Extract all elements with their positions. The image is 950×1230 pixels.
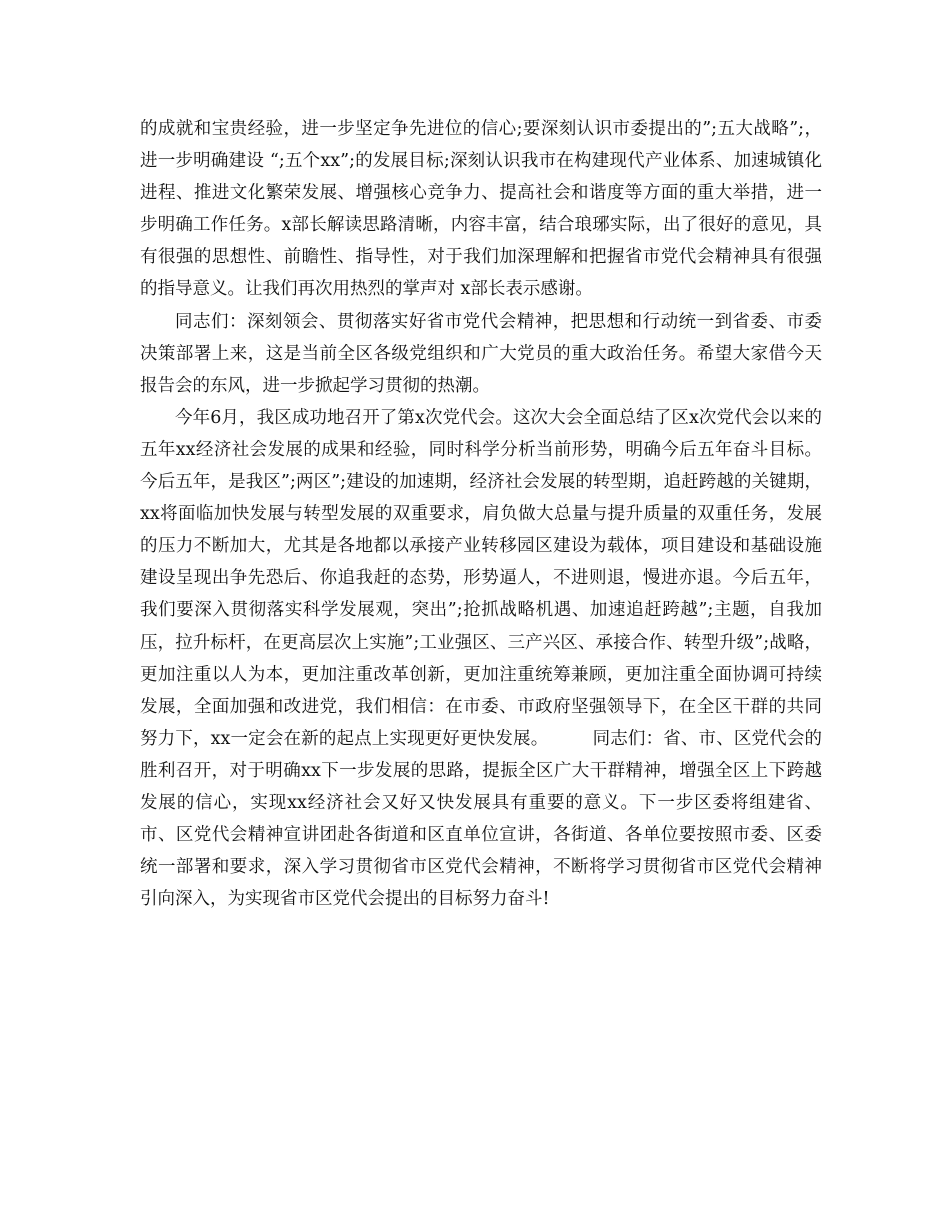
paragraph-comrades: 同志们：深刻领会、贯彻落实好省市党代会精神，把思想和行动统一到省委、市委决策部署上来，这是当前全区各级党组织和广大党员的重大政治任务。希望大家借今天报告会的东风，进一步掀起学习贯彻的热潮。 [140, 311, 822, 396]
document-body [140, 113, 822, 915]
paragraph-continued: 的成就和宝贵经验，进一步坚定争先进位的信心;要深刻认识市委提出的”;五大战略”;，进一步明确建设 “;五个xx”;的发展目标;深刻认识我市在构建现代产业体系、加速城镇化进程、推进文化繁荣发展、增强核心竞争力、提高社会和谐度等方面的重大举措，进一步明确工作任务。x部长解读思路清晰，内容丰富，结合琅琊实际，出了很好的意见，具有很强的思想性、前瞻性、指导性，对于我们加深理解和把握省市党代会精神具有很强的指导意义。让我们再次用热烈的掌声对 x部长表示感谢。 [140, 119, 822, 300]
paragraph-june-congress: 今年6月，我区成功地召开了第x次党代会。这次大会全面总结了区x次党代会以来的五年xx经济社会发展的成果和经验，同时科学分析当前形势，明确今后五年奋斗目标。今后五年，是我区”;两区”;建设的加速期，经济社会发展的转型期，追赶跨越的关键期，xx将面临加快发展与转型发展的双重要求，肩负做大总量与提升质量的双重任务，发展的压力不断加大，尤其是各地都以承接产业转移园区建设为载体，项目建设和基础设施建设呈现出争先恐后、你追我赶的态势，形势逼人，不进则退，慢进亦退。今后五年，我们要深入贯彻落实科学发展观，突出”;抢抓战略机遇、加速追赶跨越”;主题，自我加压，拉升标杆，在更高层次上实施”;工业强区、三产兴区、承接合作、转型升级”;战略，更加注重以人为本，更加注重改革创新，更加注重统筹兼顾，更加注重全面协调可持续发展，全面加强和改进党，我们相信：在市委、市政府坚强领导下，在全区干群的共同努力下，xx一定会在新的起点上实现更好更快发展。 同志们：省、市、区党代会的胜利召开，对于明确xx下一步发展的思路，提振全区广大干群精神，增强全区上下跨越发展的信心，实现xx经济社会又好又快发展具有重要的意义。下一步区委将组建省、市、区党代会精神宣讲团赴各街道和区直单位宣讲，各街道、各单位要按照市委、区委统一部署和要求，深入学习贯彻省市区党代会精神，不断将学习贯彻省市区党代会精神引向深入，为实现省市区党代会提出的目标努力奋斗! [140, 407, 822, 910]
